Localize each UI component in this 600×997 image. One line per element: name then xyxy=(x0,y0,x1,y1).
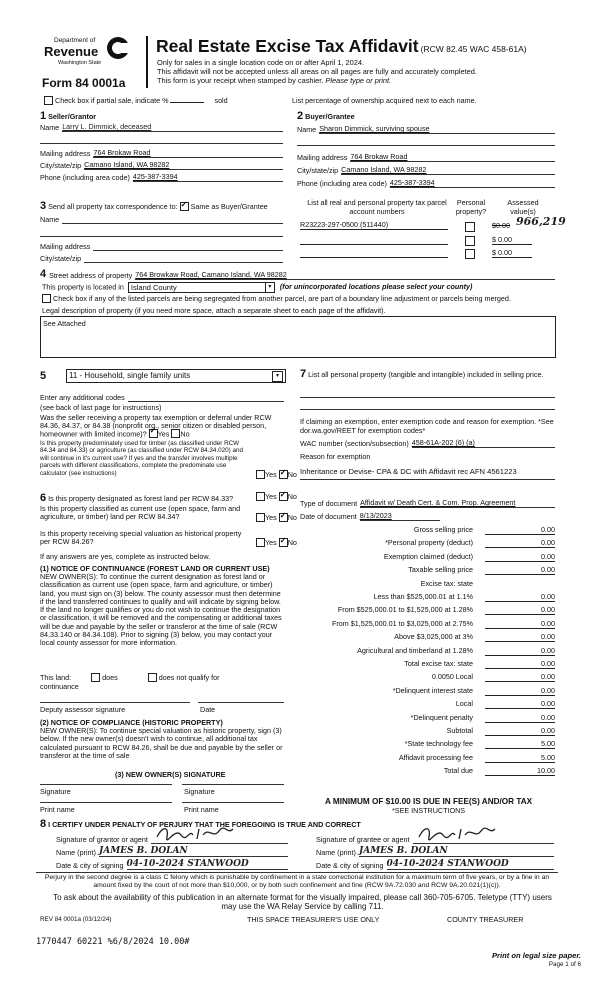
perjury-note: Perjury in the second degree is a class C felony which is punishable by confinement in a state correctional institution for a maximum term of five years, or by a fine in an amount fixed by the court of not more than $10,000, or by both such confinement and fine (RCW 9A.72.030 and RCW 9A.20.021(1)(c)). xyxy=(44,874,550,889)
header-note3: This form is your receipt when stamped by cashier. xyxy=(157,76,324,85)
owner-sig-line-2[interactable] xyxy=(182,783,284,785)
seller-phone-row: Phone (including area code) 425-387-3394 xyxy=(40,172,283,182)
owner-print-line-1[interactable] xyxy=(40,801,172,803)
owner-sig-line-1[interactable] xyxy=(40,783,172,785)
buyer-name-field[interactable]: Sharon Dimmick, surviving spouse xyxy=(319,124,555,134)
tax-row-label: Local xyxy=(455,699,473,709)
legal-paper-note: Print on legal size paper. xyxy=(491,951,581,960)
does-not-checkbox[interactable] xyxy=(148,673,157,682)
tax-row xyxy=(300,659,555,670)
tax-row-value[interactable]: 0.00 xyxy=(485,726,555,736)
parcel-number[interactable] xyxy=(300,247,448,258)
exemption-question: Was the seller receiving a property tax exemption or deferral under RCW 84.36, 84.37, or 84.38 (nonprofit org., senior citizen or disabled person, homeowner with limited income)? ✓ Yes No xyxy=(40,414,278,439)
header-note1: Only for sales in a single location code on or after April 1, 2024. xyxy=(157,58,365,67)
deputy-date-line[interactable] xyxy=(198,701,284,703)
assessed-value-handwritten: 966,219 xyxy=(516,215,566,228)
land-qualify-row: This land: does does not qualify for xyxy=(40,673,220,682)
header-note2: This affidavit will not be accepted unless all areas on all pages are fully and accurately completed. xyxy=(157,67,477,76)
tax-row-value[interactable]: 5.00 xyxy=(485,753,555,763)
seller-mailing-field[interactable]: 764 Brokaw Road xyxy=(93,148,283,158)
buyer-heading: 2 Buyer/Grantee xyxy=(297,110,355,122)
header-note3-italic: Please type or print. xyxy=(325,76,392,85)
deputy-date-label: Date xyxy=(200,705,216,714)
tax-row-value[interactable]: 0.00 xyxy=(485,713,555,723)
tax-row-label: Less than $525,000.01 at 1.1% xyxy=(373,592,473,601)
owner-print-label: Print name xyxy=(184,805,219,814)
doc-date-field[interactable]: 8/13/2023 xyxy=(360,511,440,521)
tax-row-label: *Personal property (deduct) xyxy=(385,538,473,548)
owner-signature-label: Signature xyxy=(40,787,71,796)
tax-row-value[interactable]: 0.00 xyxy=(485,552,555,562)
tax-row xyxy=(300,713,555,724)
if-yes-note: If any answers are yes, complete as instructed below. xyxy=(40,552,211,561)
doc-type-field[interactable]: Affidavit w/ Death Cert. & Com. Prop. Agreement xyxy=(360,498,555,508)
treasurer-stamp: 1770447 60221 %6/8/2024 10.00# xyxy=(36,937,190,947)
seller-mailing-row: Mailing address 764 Brokaw Road xyxy=(40,148,283,158)
tax-row xyxy=(300,565,555,576)
tax-row-label: Above $3,025,000 at 3% xyxy=(394,632,473,642)
reason-label: Reason for exemption xyxy=(300,452,371,461)
tax-row xyxy=(300,619,555,630)
deputy-signature-line[interactable] xyxy=(40,701,190,703)
owner-signature-label: Signature xyxy=(184,787,215,796)
claim-exemption-note: If claiming an exemption, enter exemption code and reason for exemption. *See dor.wa.gov/REET for exemption codes* xyxy=(300,417,554,435)
tax-row xyxy=(300,699,555,710)
segregated-row: Check box if any of the listed parcels are being segregated from another parcel, are part of a boundary line adjustment or parcels being merged. xyxy=(42,294,511,304)
current-use-answers: Yes ✓ No xyxy=(256,513,297,523)
parcel-number[interactable] xyxy=(300,234,448,245)
grantee-signature-scribble xyxy=(417,825,497,841)
personal-property-checkbox[interactable] xyxy=(465,236,475,246)
wac-field[interactable]: 458-61A-202 (6) (a) xyxy=(412,438,555,448)
form-number: Form 84 0001a xyxy=(42,76,126,90)
alt-format-note: To ask about the availability of this publication in an alternate format for the visually impaired, please call 360-705-6705. Teletype (TTY) users may use the WA Relay Service by calling 711. xyxy=(53,893,552,911)
tax-row-value[interactable]: 0.00 xyxy=(485,672,555,682)
buyer-phone-row: Phone (including area code) 425-387-3394 xyxy=(297,178,555,188)
personal-col-header: Personal property? xyxy=(455,198,487,216)
historic-answers: Yes ✓ No xyxy=(256,538,297,548)
tax-row-label: *Delinquent interest state xyxy=(392,685,473,695)
tax-row xyxy=(300,632,555,643)
assessed-value[interactable]: $0.00 xyxy=(492,221,510,230)
grantee-signature-row: Signature of grantee or agent xyxy=(316,834,554,844)
tax-row-value[interactable]: 0.00 xyxy=(485,632,555,642)
tax-row-value[interactable]: 10.00 xyxy=(485,766,555,776)
doc-type-row: Type of document Affidavit w/ Death Cert. & Com. Prop. Agreement xyxy=(300,498,555,508)
personal-property-line-2[interactable] xyxy=(300,408,555,410)
current-use-question: Is this property classified as current use (open space, farm and agriculture, or timber) land per RCW 84.34? xyxy=(40,504,241,521)
tax-row-value[interactable]: 0.00 xyxy=(485,605,555,615)
form-title: Real Estate Excise Tax Affidavit xyxy=(156,36,419,56)
buyer-name-row: Name Sharon Dimmick, surviving spouse xyxy=(297,124,555,134)
seller-name-field[interactable]: Larry L. Dimmick, deceased xyxy=(62,122,283,132)
parcel-row xyxy=(300,215,566,232)
chevron-down-icon[interactable]: ▾ xyxy=(265,283,274,292)
section3-city-row: City/state/zip xyxy=(40,253,283,263)
tax-row xyxy=(300,525,555,536)
tax-row xyxy=(300,672,555,683)
owner-print-line-2[interactable] xyxy=(182,801,284,803)
tax-row xyxy=(300,686,555,697)
header-note3-wrap xyxy=(157,76,391,85)
grantee-name-row: Name (print) JAMES B. DOLAN xyxy=(316,846,554,857)
tax-row-label: Subtotal xyxy=(446,726,473,735)
reason-field[interactable]: Inheritance or Devise- CPA & DC with Affidavit rec AFN 4561223 xyxy=(300,467,517,476)
notice2-body: NEW OWNER(S): To continue special valuation as historic property, sign (3) below. If the new owner(s) doesn't wish to continue, all additional tax calculated pursuant to RCW 84.26, shall be due and payable by the seller or transferor at the time of sale xyxy=(40,726,283,760)
forest-answers: Yes ✓ No xyxy=(256,492,297,502)
form-title-wrap xyxy=(156,36,527,57)
tax-row-label: Affidavit processing fee xyxy=(398,752,473,762)
forest-question: 6 Is this property designated as forest land per RCW 84.33? xyxy=(40,492,234,504)
tax-row-label: From $525,000.01 to $1,525,000 at 1.28% xyxy=(337,605,473,615)
grantor-date-row: Date & city of signing 04-10-2024 STANWOOD xyxy=(56,859,288,870)
tax-row xyxy=(300,605,555,616)
seller-city-field[interactable]: Camano Island, WA 98282 xyxy=(84,160,283,170)
revenue-swirl-icon xyxy=(106,35,130,61)
grantor-signature-row: Signature of grantor or agent xyxy=(56,834,288,844)
historic-yes-checkbox[interactable] xyxy=(256,538,265,547)
county-treasurer: COUNTY TREASURER xyxy=(447,915,524,924)
grantee-signature-field[interactable] xyxy=(413,834,554,844)
tax-row-value[interactable]: 0.00 xyxy=(485,659,555,669)
tax-row xyxy=(300,766,555,777)
timber-yes-checkbox[interactable] xyxy=(256,470,265,479)
dept-revenue: Revenue xyxy=(44,44,99,59)
tax-row-value[interactable]: 0.00 xyxy=(485,619,555,629)
owner-print-label: Print name xyxy=(40,805,75,814)
timber-no-checkbox[interactable] xyxy=(279,470,288,479)
grantor-name-field[interactable]: JAMES B. DOLAN xyxy=(99,846,288,857)
section3-heading: 3 Send all property tax correspondence to: ✓ Same as Buyer/Grantee xyxy=(40,200,268,212)
seller-name-row: Name Larry L. Dimmick, deceased xyxy=(40,122,283,132)
page-number: Page 1 of 6 xyxy=(548,961,581,968)
tax-row xyxy=(300,538,555,549)
partial-sale-checkbox[interactable] xyxy=(44,96,53,105)
seller-heading: 1 Seller/Grantor xyxy=(40,110,97,122)
additional-codes-row: Enter any additional codes xyxy=(40,392,284,402)
parcel-col-header: List all real and personal property tax parcel account numbers xyxy=(307,198,447,216)
notice3-title: (3) NEW OWNER(S) SIGNATURE xyxy=(115,770,226,779)
personal-property-line-1[interactable] xyxy=(300,396,555,398)
rev-code: REV 84 0001a (03/12/24) xyxy=(40,916,112,923)
see-instructions-note: *SEE INSTRUCTIONS xyxy=(392,806,466,815)
tax-table xyxy=(300,525,555,785)
use-code-select[interactable]: 11 - Household, single family units ▾ xyxy=(66,369,286,383)
tax-row-value[interactable]: 0.00 xyxy=(485,646,555,656)
section3-city-field[interactable] xyxy=(84,253,283,263)
segregated-checkbox[interactable] xyxy=(42,294,51,303)
exemption-yes-checkbox[interactable] xyxy=(149,429,158,438)
grantee-date-row: Date & city of signing 04-10-2024 STANWOOD xyxy=(316,859,554,870)
assessed-value[interactable]: $ 0.00 xyxy=(492,248,532,258)
tax-row-value[interactable]: 0.00 xyxy=(485,686,555,696)
legal-description-value: See Attached xyxy=(43,319,86,328)
section3-mailing-field[interactable] xyxy=(93,241,283,251)
partial-sale-label: Check box if partial sale, indicate % xyxy=(55,96,169,105)
tax-row xyxy=(300,753,555,764)
buyer-mailing-field[interactable]: 764 Brokaw Road xyxy=(350,152,555,162)
grantor-signature-field[interactable] xyxy=(151,834,288,844)
historic-no-checkbox[interactable] xyxy=(279,538,288,547)
buyer-city-field[interactable]: Camano Island, WA 98282 xyxy=(341,165,555,175)
legal-description-box[interactable] xyxy=(40,316,556,358)
forest-yes-checkbox[interactable] xyxy=(256,492,265,501)
county-select[interactable]: Island County ▾ xyxy=(128,282,275,293)
deputy-signature-label: Deputy assessor signature xyxy=(40,705,126,714)
tax-row-value[interactable]: 0.00 xyxy=(485,525,555,535)
buyer-blank-line xyxy=(297,145,555,146)
additional-codes-field[interactable] xyxy=(128,392,284,402)
grantor-signature-scribble xyxy=(155,825,235,841)
parcel-number[interactable]: R23223-297-0500 (511440) xyxy=(300,220,448,230)
tax-row-value[interactable]: 0.00 xyxy=(485,565,555,575)
personal-property-row: 7 List all personal property (tangible and intangible) included in selling price. xyxy=(300,368,544,380)
notice1-title: (1) NOTICE OF CONTINUANCE (FOREST LAND OR CURRENT USE) xyxy=(40,564,270,573)
tax-row-label: Gross selling price xyxy=(413,525,473,534)
wac-row: WAC number (section/subsection) 458-61A-202 (6) (a) xyxy=(300,438,555,448)
parcel-row xyxy=(300,234,555,246)
tax-row-label: Excise tax: state xyxy=(420,578,473,588)
tax-row-label: Total excise tax: state xyxy=(404,659,473,668)
current-use-yes-checkbox[interactable] xyxy=(256,513,265,522)
reason-line xyxy=(300,478,555,480)
legal-label: Legal description of property (if you need more space, attach a separate sheet to each page of the affidavit). xyxy=(42,306,386,315)
buyer-mailing-row: Mailing address 764 Brokaw Road xyxy=(297,152,555,162)
tax-row-value[interactable]: 0.00 xyxy=(485,538,555,548)
tax-row-label: *Delinquent penalty xyxy=(410,712,473,722)
continuance-label: continuance xyxy=(40,682,79,691)
tax-row xyxy=(300,552,555,563)
value-col-header: Assessed value(s) xyxy=(507,198,539,216)
timber-question: Is this property predominately used for timber (as classified under RCW 84.34 and 84.33) or agriculture (as classified under RCW 84.34.020) and will continue in it's current use? If yes and the transfer involves multiple parcels with different classifications, complete the predominate use calculator (see instructions) xyxy=(40,440,244,477)
does-checkbox[interactable] xyxy=(91,673,100,682)
section3-name-field[interactable] xyxy=(62,214,283,224)
seller-blank-line xyxy=(40,143,283,144)
buyer-phone-field[interactable]: 425-387-3394 xyxy=(390,178,555,188)
form-rcw: (RCW 82.45 WAC 458-61A) xyxy=(420,44,527,54)
see-back-note: (see back of last page for instructions) xyxy=(40,403,162,412)
doc-date-row: Date of document 8/13/2023 xyxy=(300,511,440,521)
dept-state: Washington State xyxy=(58,60,102,66)
tax-row-value[interactable]: 5.00 xyxy=(485,739,555,749)
parcel-row xyxy=(300,247,555,259)
grantee-date-field[interactable]: 04-10-2024 STANWOOD xyxy=(387,859,554,870)
treasurer-use-only: THIS SPACE TREASURER'S USE ONLY xyxy=(247,915,380,924)
tax-row-label: Agricultural and timberland at 1.28% xyxy=(357,645,473,655)
assessed-value[interactable]: $ 0.00 xyxy=(492,235,532,245)
notice2-title: (2) NOTICE OF COMPLIANCE (HISTORIC PROPERTY) xyxy=(40,718,223,727)
grantor-date-field[interactable]: 04-10-2024 STANWOOD xyxy=(127,859,288,870)
chevron-down-icon[interactable]: ▾ xyxy=(272,371,283,382)
tax-row-value[interactable]: 0.00 xyxy=(485,592,555,602)
partial-sale-row xyxy=(44,96,228,106)
tax-row-label: Taxable selling price xyxy=(408,565,473,575)
tax-row xyxy=(300,739,555,750)
historic-question: Is this property receiving special valuation as historical property per RCW 84.26? xyxy=(40,529,242,546)
personal-property-checkbox[interactable] xyxy=(465,249,475,259)
section3-blank-line xyxy=(40,236,283,237)
section3-mailing-row: Mailing address xyxy=(40,241,283,251)
street-field[interactable]: 764 Browkaw Road, Camano Island, WA 98282 xyxy=(135,270,555,280)
timber-answers: Yes ✓ No xyxy=(256,470,297,480)
notice1-body: NEW OWNER(S): To continue the current designation as forest land or classification as current use (open space, farm and agriculture, or timber) land, you must sign on (3) below. The county assessor must then determine if the land transferred continues to qualify and will indicate by signing below. If the land no longer qualifies or you do not wish to continue the designation or classification, it will be removed and the compensating or additional taxes will be due and payable by the seller or transferor at the time of sale (RCW 84.33.140 or 84.34.108). Prior to signing (3) below, you may contact your local county assessor for more information. xyxy=(40,572,282,648)
dept-line1: Department of xyxy=(54,37,96,44)
seller-city-row: City/state/zip Camano Island, WA 98282 xyxy=(40,160,283,170)
tax-row-value[interactable]: 0.00 xyxy=(485,699,555,709)
current-use-no-checkbox[interactable] xyxy=(279,513,288,522)
section5-num: 5 xyxy=(40,370,47,382)
section8-heading: 8 I CERTIFY UNDER PENALTY OF PERJURY THAT THE FOREGOING IS TRUE AND CORRECT xyxy=(40,818,361,830)
grantee-name-field[interactable]: JAMES B. DOLAN xyxy=(359,846,554,857)
tax-row-label: Exemption claimed (deduct) xyxy=(383,551,473,561)
street-row: 4 Street address of property 764 Browkaw Road, Camano Island, WA 98282 xyxy=(40,268,555,280)
tax-row xyxy=(300,726,555,737)
tax-row-label: Total due xyxy=(443,766,473,776)
tax-row-label: From $1,525,000.01 to $3,025,000 at 2.75% xyxy=(331,618,473,628)
tax-row-label: *State technology fee xyxy=(404,739,473,749)
header-divider xyxy=(146,36,148,88)
forest-no-checkbox[interactable] xyxy=(279,492,288,501)
grantor-name-row: Name (print) JAMES B. DOLAN xyxy=(56,846,288,857)
exemption-no-checkbox[interactable] xyxy=(171,429,180,438)
personal-property-checkbox[interactable] xyxy=(465,222,475,232)
buyer-city-row: City/state/zip Camano Island, WA 98282 xyxy=(297,165,555,175)
section3-name-row: Name xyxy=(40,214,283,224)
section-divider xyxy=(36,872,558,873)
same-as-buyer-checkbox[interactable] xyxy=(180,202,189,211)
county-row: This property is located in Island County ▾ (for unincorporated locations please select your county) xyxy=(42,282,473,292)
tax-row-label: 0.0050 Local xyxy=(431,672,473,682)
seller-phone-field[interactable]: 425-387-3394 xyxy=(133,172,283,182)
tax-row xyxy=(300,579,555,590)
list-percentage-note: List percentage of ownership acquired next to each name. xyxy=(292,96,477,105)
tax-row xyxy=(300,646,555,657)
dor-logo xyxy=(44,37,132,77)
partial-sale-sold: sold xyxy=(214,96,228,105)
tax-row xyxy=(300,592,555,603)
minimum-due-note: A MINIMUM OF $10.00 IS DUE IN FEE(S) AND/OR TAX xyxy=(325,797,533,806)
